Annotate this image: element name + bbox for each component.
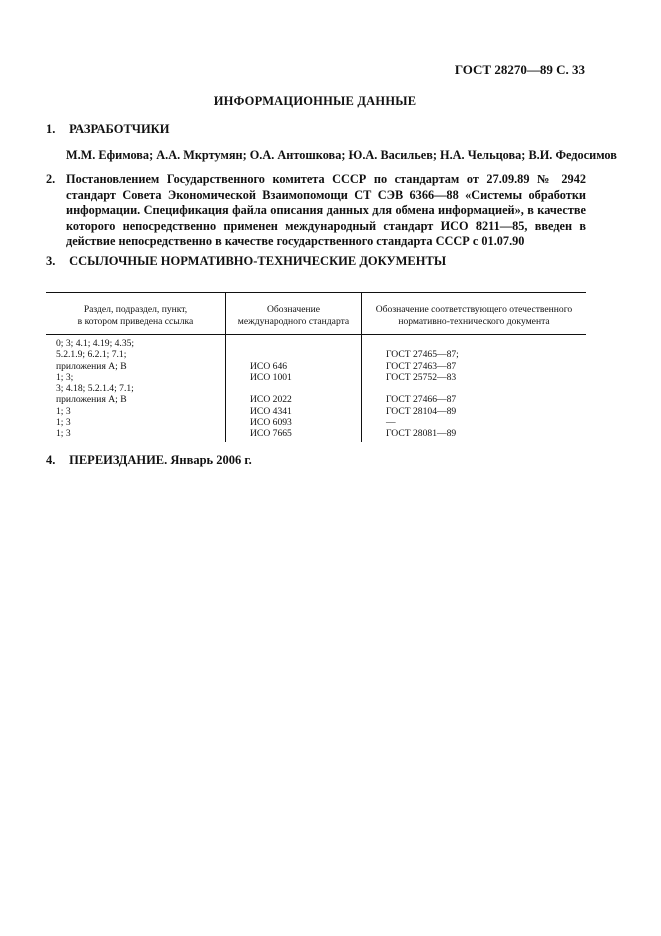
table-cell: 1; 3 <box>56 417 71 429</box>
section-number: 4. <box>46 453 56 467</box>
table-column-national-documents <box>386 338 576 440</box>
table-cell: 1; 3 <box>56 428 71 440</box>
document-title: ИНФОРМАЦИОННЫЕ ДАННЫЕ <box>213 94 417 108</box>
table-cell: — <box>386 417 396 429</box>
table-cell: приложения А; В <box>56 360 127 372</box>
section-reissue <box>46 453 252 468</box>
table-header-intl-standard <box>226 304 361 328</box>
table-cell: 3; 4.18; 5.2.1.4; 7.1; <box>56 383 134 395</box>
running-header: ГОСТ 28270—89 С. 33 <box>454 62 585 77</box>
table-cell: ГОСТ 28104—89 <box>386 405 457 417</box>
table-cell <box>250 349 370 360</box>
approval-text: Постановлением Государственного комитета СССР по стандартам от 27.09.89 № 2942 стандарт Совета Экономической Взаимопомощи СТ СЭВ 6366—88 «Системы обработки информации. Спецификация файла описания данных для обмена информацией», в качестве которого непосредственно применен международный стандарт ИСО 8211—85, введен в действие непосредственно в качестве государственного стандарта СССР с 01.07.90 <box>66 172 586 248</box>
table-cell <box>386 338 576 349</box>
table-cell: приложения А; В <box>56 394 127 406</box>
table-cell: ГОСТ 25752—83 <box>386 371 457 383</box>
section-number: 2. <box>46 172 56 186</box>
section-number: 3. <box>46 254 56 268</box>
table-top-rule <box>46 292 586 293</box>
table-column-sections <box>56 338 226 440</box>
section-references-heading <box>46 254 446 269</box>
table-cell: ГОСТ 27463—87 <box>386 360 457 372</box>
section-developers-heading <box>46 122 586 137</box>
section-heading-text: РАЗРАБОТЧИКИ <box>69 122 170 136</box>
header-line: Обозначение <box>266 304 320 315</box>
table-header-rule <box>46 334 586 335</box>
reissue-text: ПЕРЕИЗДАНИЕ. Январь 2006 г. <box>69 453 252 467</box>
header-line: в котором приведена ссылка <box>77 316 194 327</box>
table-cell <box>250 383 370 394</box>
table-cell: ИСО 646 <box>250 360 288 372</box>
table-cell: ГОСТ 27465—87; <box>386 349 459 361</box>
developers-list: М.М. Ефимова; А.А. Мкртумян; О.А. Антошкова; Ю.А. Васильев; Н.А. Чельцова; В.И. Федосимов <box>66 148 617 162</box>
table-header-section <box>46 304 225 328</box>
table-cell: ГОСТ 27466—87 <box>386 394 457 406</box>
table-cell: ИСО 4341 <box>250 405 292 417</box>
section-approval <box>46 172 586 250</box>
table-cell: ИСО 2022 <box>250 394 292 406</box>
header-line: нормативно-технического документа <box>398 316 550 327</box>
table-column-intl-standards <box>250 338 370 440</box>
table-cell: ИСО 7665 <box>250 428 292 440</box>
table-cell: 1; 3; <box>56 371 74 383</box>
header-line: международного стандарта <box>237 316 350 327</box>
table-header-national-document <box>362 304 586 328</box>
section-heading-text: ССЫЛОЧНЫЕ НОРМАТИВНО-ТЕХНИЧЕСКИЕ ДОКУМЕНТЫ <box>69 254 447 268</box>
section-number: 1. <box>46 122 56 136</box>
table-cell: ГОСТ 28081—89 <box>386 428 457 440</box>
table-cell: 5.2.1.9; 6.2.1; 7.1; <box>56 349 127 361</box>
table-cell: 1; 3 <box>56 405 71 417</box>
table-cell: 0; 3; 4.1; 4.19; 4.35; <box>56 338 135 349</box>
header-line: Обозначение соответствующего отечественного <box>375 304 573 315</box>
table-cell <box>386 383 576 394</box>
header-line: Раздел, подраздел, пункт, <box>83 304 188 315</box>
table-cell <box>250 338 370 349</box>
table-cell: ИСО 6093 <box>250 417 292 429</box>
table-cell: ИСО 1001 <box>250 371 292 383</box>
